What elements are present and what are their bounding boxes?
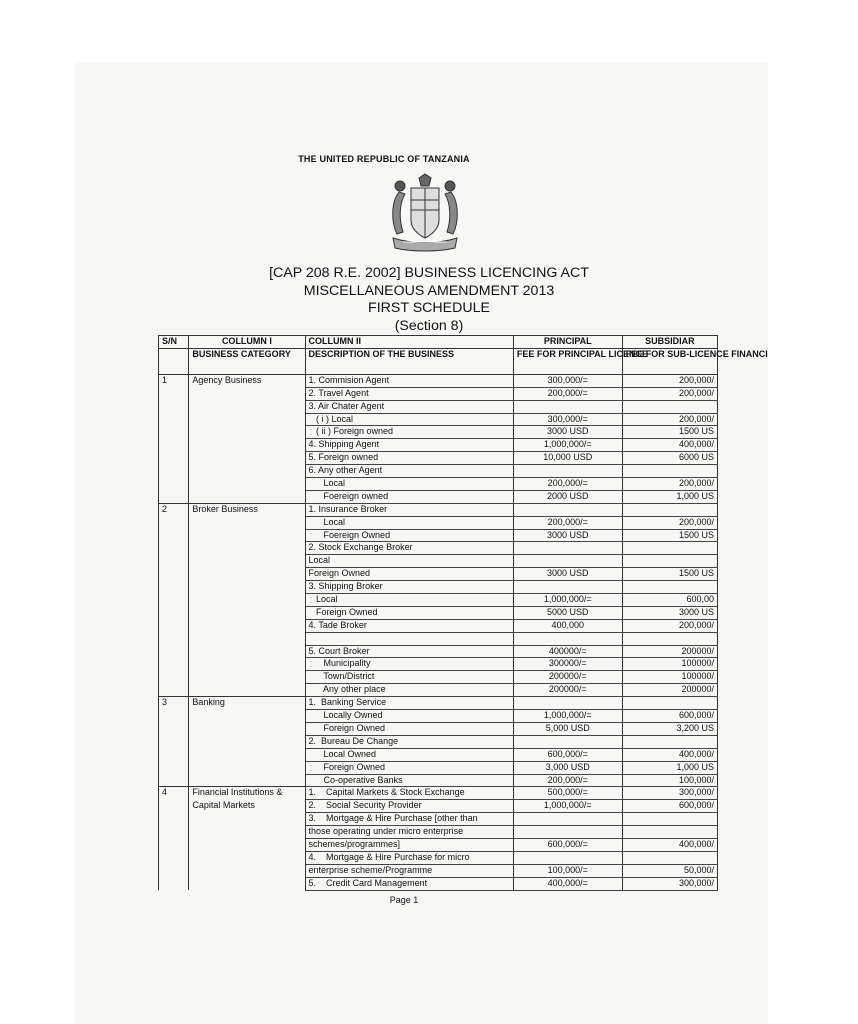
table-row: [159, 697, 718, 710]
row-business-category: [189, 400, 305, 413]
row-sub-licence-fee: 50,000/: [622, 864, 717, 877]
row-principal-fee: 3000 USD: [513, 529, 622, 542]
table-row: [159, 877, 718, 890]
table-row: [159, 813, 718, 826]
row-principal-fee: 400000/=: [513, 645, 622, 658]
table-row: [159, 761, 718, 774]
table-row: [159, 619, 718, 632]
row-principal-fee: 300000/=: [513, 658, 622, 671]
row-sub-licence-fee: [622, 465, 717, 478]
row-description: 5. Foreign owned: [305, 452, 513, 465]
table-row: [159, 851, 718, 864]
row-description: ( i ) Local: [305, 413, 513, 426]
row-sn: [159, 800, 189, 813]
row-sn: [159, 877, 189, 890]
row-description: Co-operative Banks: [305, 774, 513, 787]
subheader-sub-licence-fee: FEE FOR SUB-LICENCE FINANCI: [622, 348, 717, 374]
row-description: 5. Court Broker: [305, 645, 513, 658]
table-row: [159, 645, 718, 658]
row-sub-licence-fee: 400,000/: [622, 748, 717, 761]
row-description: 3. Air Chater Agent: [305, 400, 513, 413]
row-sub-licence-fee: 200,000/: [622, 374, 717, 387]
row-description: Foreign Owned: [305, 568, 513, 581]
row-sn: [159, 606, 189, 619]
row-description: 4. Mortgage & Hire Purchase for micro: [305, 851, 513, 864]
col-header-subsidiary: SUBSIDIAR: [622, 336, 717, 349]
row-sn: [159, 387, 189, 400]
row-principal-fee: [513, 632, 622, 645]
table-row: [159, 555, 718, 568]
row-sn: [159, 658, 189, 671]
row-sn: [159, 684, 189, 697]
row-business-category: [189, 594, 305, 607]
row-principal-fee: 1,000,000/=: [513, 800, 622, 813]
row-description: 4. Shipping Agent: [305, 439, 513, 452]
row-description: enterprise scheme/Programme: [305, 864, 513, 877]
row-sub-licence-fee: [622, 400, 717, 413]
row-sn: [159, 838, 189, 851]
row-business-category: [189, 516, 305, 529]
table-row: [159, 722, 718, 735]
row-sub-licence-fee: [622, 555, 717, 568]
row-description: 3. Shipping Broker: [305, 581, 513, 594]
row-business-category: [189, 864, 305, 877]
row-description: 2. Bureau De Change: [305, 735, 513, 748]
row-business-category: [189, 658, 305, 671]
row-principal-fee: [513, 735, 622, 748]
row-sn: [159, 813, 189, 826]
row-principal-fee: 600,000/=: [513, 748, 622, 761]
row-sub-licence-fee: 3,200 US: [622, 722, 717, 735]
row-sn: [159, 748, 189, 761]
row-description: Local: [305, 478, 513, 491]
row-business-category: [189, 813, 305, 826]
table-row: [159, 658, 718, 671]
row-sub-licence-fee: 200000/: [622, 684, 717, 697]
row-description: Municipality: [305, 658, 513, 671]
row-description: 6. Any other Agent: [305, 465, 513, 478]
table-row: [159, 374, 718, 387]
row-business-category: [189, 606, 305, 619]
row-business-category: [189, 529, 305, 542]
row-business-category: Financial Institutions &: [189, 787, 305, 800]
row-sn: [159, 619, 189, 632]
table-subheader-row: [159, 348, 718, 374]
row-description: ( ii ) Foreign owned: [305, 426, 513, 439]
title-line: FIRST SCHEDULE: [368, 300, 490, 316]
row-business-category: Banking: [189, 697, 305, 710]
row-principal-fee: 100,000/=: [513, 864, 622, 877]
row-description: 1. Insurance Broker: [305, 503, 513, 516]
row-sn: [159, 529, 189, 542]
row-business-category: [189, 490, 305, 503]
row-sn: [159, 761, 189, 774]
row-business-category: [189, 439, 305, 452]
title-line: [CAP 208 R.E. 2002] BUSINESS LICENCING ACT: [269, 265, 589, 281]
row-sn: [159, 774, 189, 787]
table-row: [159, 735, 718, 748]
table-row: [159, 671, 718, 684]
row-business-category: [189, 774, 305, 787]
col-header-principal: PRINCIPAL: [513, 336, 622, 349]
table-row: [159, 465, 718, 478]
row-sub-licence-fee: 200,000/: [622, 516, 717, 529]
row-description: 4. Tade Broker: [305, 619, 513, 632]
row-principal-fee: 300,000/=: [513, 374, 622, 387]
table-row: [159, 400, 718, 413]
row-sub-licence-fee: 600,000/: [622, 800, 717, 813]
row-description: 1. Banking Service: [305, 697, 513, 710]
row-principal-fee: 5000 USD: [513, 606, 622, 619]
row-sub-licence-fee: 600,00: [622, 594, 717, 607]
row-principal-fee: [513, 503, 622, 516]
table-row: [159, 748, 718, 761]
row-sn: [159, 439, 189, 452]
row-principal-fee: 2000 USD: [513, 490, 622, 503]
row-business-category: [189, 645, 305, 658]
row-business-category: [189, 387, 305, 400]
row-sn: [159, 710, 189, 723]
col-header-sn: S/N: [159, 336, 189, 349]
row-business-category: [189, 851, 305, 864]
row-business-category: [189, 722, 305, 735]
row-description: Foereign owned: [305, 490, 513, 503]
table-row: [159, 838, 718, 851]
table-row: [159, 439, 718, 452]
row-description: Local Owned: [305, 748, 513, 761]
row-business-category: [189, 555, 305, 568]
row-principal-fee: [513, 826, 622, 839]
table-row: [159, 606, 718, 619]
row-business-category: [189, 568, 305, 581]
page-number: Page 1: [389, 895, 419, 905]
row-sub-licence-fee: [622, 735, 717, 748]
row-sub-licence-fee: 1500 US: [622, 529, 717, 542]
row-principal-fee: 200,000/=: [513, 516, 622, 529]
row-business-category: [189, 478, 305, 491]
row-business-category: [189, 632, 305, 645]
row-sn: [159, 632, 189, 645]
row-business-category: [189, 877, 305, 890]
row-sub-licence-fee: [622, 632, 717, 645]
table-row: [159, 568, 718, 581]
row-sn: [159, 413, 189, 426]
row-sub-licence-fee: [622, 503, 717, 516]
table-header-row: [159, 336, 718, 349]
row-business-category: [189, 426, 305, 439]
row-description: Foreign Owned: [305, 761, 513, 774]
row-principal-fee: [513, 555, 622, 568]
table-row: [159, 478, 718, 491]
row-sub-licence-fee: 1500 US: [622, 568, 717, 581]
row-business-category: Agency Business: [189, 374, 305, 387]
row-sub-licence-fee: 200,000/: [622, 413, 717, 426]
row-business-category: Broker Business: [189, 503, 305, 516]
row-description: 5. Credit Card Management: [305, 877, 513, 890]
row-principal-fee: 400,000/=: [513, 877, 622, 890]
row-sn: 4: [159, 787, 189, 800]
row-principal-fee: 200000/=: [513, 671, 622, 684]
row-description: Foreign Owned: [305, 606, 513, 619]
subheader-business-category: BUSINESS CATEGORY: [189, 348, 305, 374]
row-principal-fee: 3,000 USD: [513, 761, 622, 774]
table-row: [159, 826, 718, 839]
row-description: [305, 632, 513, 645]
row-sn: [159, 645, 189, 658]
row-principal-fee: [513, 542, 622, 555]
table-row: [159, 594, 718, 607]
document-title: [0, 265, 858, 335]
row-principal-fee: 10,000 USD: [513, 452, 622, 465]
row-sub-licence-fee: 1,000 US: [622, 490, 717, 503]
row-description: Local: [305, 516, 513, 529]
row-description: 1. Capital Markets & Stock Exchange: [305, 787, 513, 800]
row-sn: [159, 426, 189, 439]
row-business-category: [189, 542, 305, 555]
subheader-principal-fee: FEE FOR PRINCIPAL LICENCE: [513, 348, 622, 374]
table-row: [159, 387, 718, 400]
row-description: Local: [305, 555, 513, 568]
row-sub-licence-fee: [622, 813, 717, 826]
row-principal-fee: 1,000,000/=: [513, 439, 622, 452]
row-sn: [159, 581, 189, 594]
row-sn: [159, 671, 189, 684]
row-description: Local: [305, 594, 513, 607]
row-business-category: Capital Markets: [189, 800, 305, 813]
table-row: [159, 503, 718, 516]
row-sn: 3: [159, 697, 189, 710]
row-principal-fee: 3000 USD: [513, 568, 622, 581]
row-description: Any other place: [305, 684, 513, 697]
row-sub-licence-fee: 600,000/: [622, 710, 717, 723]
row-sub-licence-fee: [622, 826, 717, 839]
row-sn: [159, 542, 189, 555]
row-description: 2. Travel Agent: [305, 387, 513, 400]
row-description: 1. Commision Agent: [305, 374, 513, 387]
row-principal-fee: 1,000,000/=: [513, 710, 622, 723]
row-sn: [159, 864, 189, 877]
republic-heading: THE UNITED REPUBLIC OF TANZANIA: [298, 154, 470, 164]
row-description: schemes/programmes]: [305, 838, 513, 851]
coat-of-arms-of-tanzania-icon: [381, 172, 469, 254]
row-sn: 2: [159, 503, 189, 516]
title-line: (Section 8): [394, 317, 464, 334]
row-business-category: [189, 581, 305, 594]
row-description: Locally Owned: [305, 710, 513, 723]
row-business-category: [189, 826, 305, 839]
subheader-description: DESCRIPTION OF THE BUSINESS: [305, 348, 513, 374]
row-principal-fee: 400,000: [513, 619, 622, 632]
row-sn: [159, 594, 189, 607]
row-description: those operating under micro enterprise: [305, 826, 513, 839]
row-sn: [159, 555, 189, 568]
table-row: [159, 452, 718, 465]
table-row: [159, 542, 718, 555]
row-business-category: [189, 735, 305, 748]
row-sub-licence-fee: 400,000/: [622, 439, 717, 452]
row-sub-licence-fee: 100000/: [622, 671, 717, 684]
row-business-category: [189, 619, 305, 632]
row-sub-licence-fee: 300,000/: [622, 877, 717, 890]
table-row: [159, 864, 718, 877]
row-sub-licence-fee: 6000 US: [622, 452, 717, 465]
row-description: Foereign Owned: [305, 529, 513, 542]
table-row: [159, 426, 718, 439]
title-line: MISCELLANEOUS AMENDMENT 2013: [303, 282, 555, 299]
row-sub-licence-fee: 200,000/: [622, 387, 717, 400]
row-principal-fee: [513, 465, 622, 478]
table-row: [159, 632, 718, 645]
row-business-category: [189, 710, 305, 723]
row-principal-fee: 200,000/=: [513, 478, 622, 491]
row-principal-fee: [513, 813, 622, 826]
row-principal-fee: [513, 851, 622, 864]
row-description: 3. Mortgage & Hire Purchase [other than: [305, 813, 513, 826]
table-row: [159, 490, 718, 503]
row-sub-licence-fee: 1500 US: [622, 426, 717, 439]
row-sn: [159, 851, 189, 864]
row-sn: [159, 478, 189, 491]
fee-schedule-table: [158, 335, 768, 891]
row-principal-fee: 600,000/=: [513, 838, 622, 851]
table-row: [159, 413, 718, 426]
row-principal-fee: 200000/=: [513, 684, 622, 697]
row-sn: [159, 722, 189, 735]
row-sub-licence-fee: 200,000/: [622, 619, 717, 632]
table-row: [159, 529, 718, 542]
row-business-category: [189, 671, 305, 684]
row-sub-licence-fee: 200000/: [622, 645, 717, 658]
row-business-category: [189, 465, 305, 478]
row-principal-fee: [513, 400, 622, 413]
row-description: 2. Stock Exchange Broker: [305, 542, 513, 555]
row-business-category: [189, 684, 305, 697]
row-principal-fee: [513, 581, 622, 594]
row-sub-licence-fee: [622, 542, 717, 555]
col-header-column-1: COLLUMN I: [189, 336, 305, 349]
row-business-category: [189, 452, 305, 465]
row-sub-licence-fee: 100000/: [622, 658, 717, 671]
table-row: [159, 684, 718, 697]
row-business-category: [189, 748, 305, 761]
table-row: [159, 581, 718, 594]
row-principal-fee: [513, 697, 622, 710]
row-sub-licence-fee: 400,000/: [622, 838, 717, 851]
subheader-sn: [159, 348, 189, 374]
table-row: [159, 710, 718, 723]
row-sub-licence-fee: 1,000 US: [622, 761, 717, 774]
row-sn: [159, 465, 189, 478]
row-sn: [159, 452, 189, 465]
row-sub-licence-fee: 200,000/: [622, 478, 717, 491]
row-principal-fee: 500,000/=: [513, 787, 622, 800]
row-description: 2. Social Security Provider: [305, 800, 513, 813]
col-header-column-2: COLLUMN II: [305, 336, 513, 349]
row-principal-fee: 5,000 USD: [513, 722, 622, 735]
row-business-category: [189, 761, 305, 774]
table-row: [159, 774, 718, 787]
row-principal-fee: 300,000/=: [513, 413, 622, 426]
row-sub-licence-fee: 100,000/: [622, 774, 717, 787]
row-description: Town/District: [305, 671, 513, 684]
row-sn: [159, 735, 189, 748]
table-row: [159, 516, 718, 529]
row-sn: [159, 516, 189, 529]
row-sub-licence-fee: 3000 US: [622, 606, 717, 619]
row-sub-licence-fee: 300,000/: [622, 787, 717, 800]
row-sub-licence-fee: [622, 581, 717, 594]
row-business-category: [189, 413, 305, 426]
row-sub-licence-fee: [622, 851, 717, 864]
row-sn: [159, 826, 189, 839]
row-principal-fee: 1,000,000/=: [513, 594, 622, 607]
table-row: [159, 787, 718, 800]
row-sub-licence-fee: [622, 697, 717, 710]
row-principal-fee: 3000 USD: [513, 426, 622, 439]
row-sn: [159, 400, 189, 413]
row-sn: [159, 568, 189, 581]
table-row: [159, 800, 718, 813]
row-description: Foreign Owned: [305, 722, 513, 735]
row-business-category: [189, 838, 305, 851]
row-sn: 1: [159, 374, 189, 387]
row-principal-fee: 200,000/=: [513, 774, 622, 787]
row-principal-fee: 200,000/=: [513, 387, 622, 400]
row-sn: [159, 490, 189, 503]
